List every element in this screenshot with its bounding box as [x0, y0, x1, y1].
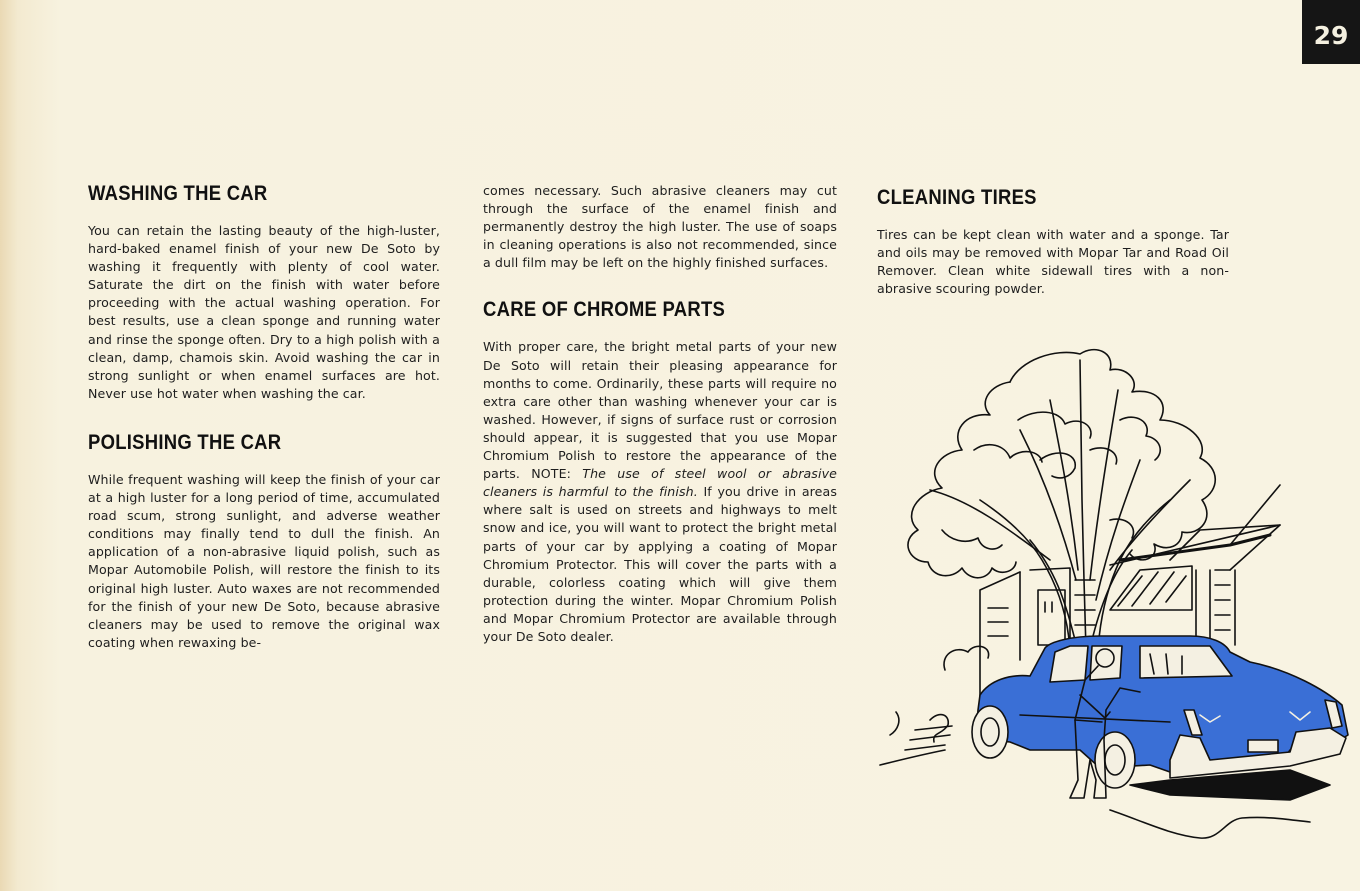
chrome-note-italic: The use of steel wool or abrasive cleaners is harmful to the finish.	[483, 466, 837, 500]
washing-heading: WASHING THE CAR	[88, 182, 268, 205]
washing-body: You can retain the lasting beauty of the high-luster, hard-baked enamel finish of your new De Soto by washing it frequently with plenty of cool water. Saturate the dirt on the finish with water before proceeding with the actual washing operation. For best results, use a clean sponge and running water and rinse the sponge often. Dry to a high polish with a clean, damp, chamois skin. Avoid washing the car in strong sunlight or when enamel surfaces are hot. Never use hot water when washing the car.	[88, 223, 440, 401]
left-column	[88, 182, 440, 652]
polishing-body-continued: comes necessary. Such abrasive cleaners may cut through the surface of the enamel finish and permanently destroy the high luster. The use of soaps in cleaning operations is also not recommended, since a dull film may be left on the highly finished surfaces.	[483, 183, 837, 271]
tires-heading: CLEANING TIRES	[877, 186, 1037, 209]
chrome-body-part1: With proper care, the bright metal parts of your new De Soto will retain their pleasing appearance for months to come. Ordinarily, these parts will require no extra care other than washing whenever your car is washed. However, if signs of surface rust or corrosion should appear, it is suggested that you use Mopar Chromium Polish to restore the appearance of the parts. NOTE:	[483, 339, 837, 482]
chrome-heading: CARE OF CHROME PARTS	[483, 298, 726, 322]
blue-car	[972, 636, 1348, 800]
polishing-heading: POLISHING THE CAR	[88, 430, 282, 454]
middle-column	[483, 182, 837, 646]
car-washing-illustration	[870, 340, 1350, 840]
page-number: 29	[1302, 0, 1360, 64]
tires-body: Tires can be kept clean with water and a sponge. Tar and oils may be removed with Mopar Tar and Road Oil Remover. Clean white sidewall tires with a non-abrasive scouring powder.	[877, 227, 1229, 297]
polishing-body: While frequent washing will keep the finish of your car at a high luster for a long period of time, accumulated road scum, strong sunlight, and adverse weather conditions may finally tend to dull the finish. An application of a non-abrasive liquid polish, such as Mopar Automobile Polish, will restore the finish to its original high luster. Auto waxes are not recommended for the finish of your new De Soto, because abrasive cleaners may be used to remove the original wax coating when rewaxing be-	[88, 471, 440, 650]
chrome-body-part2: If you drive in areas where salt is used on streets and highways to melt snow and ice, you will want to protect the bright metal parts of your car by applying a coating of Mopar Chromium Protector. This will cover the parts with a durable, colorless coating which will give them protection during the winter. Mopar Chromium Polish and Mopar Chromium Protector are available through your De Soto dealer.	[483, 484, 837, 644]
chrome-body	[483, 338, 837, 646]
tree-icon	[908, 350, 1215, 650]
right-column	[877, 186, 1229, 298]
